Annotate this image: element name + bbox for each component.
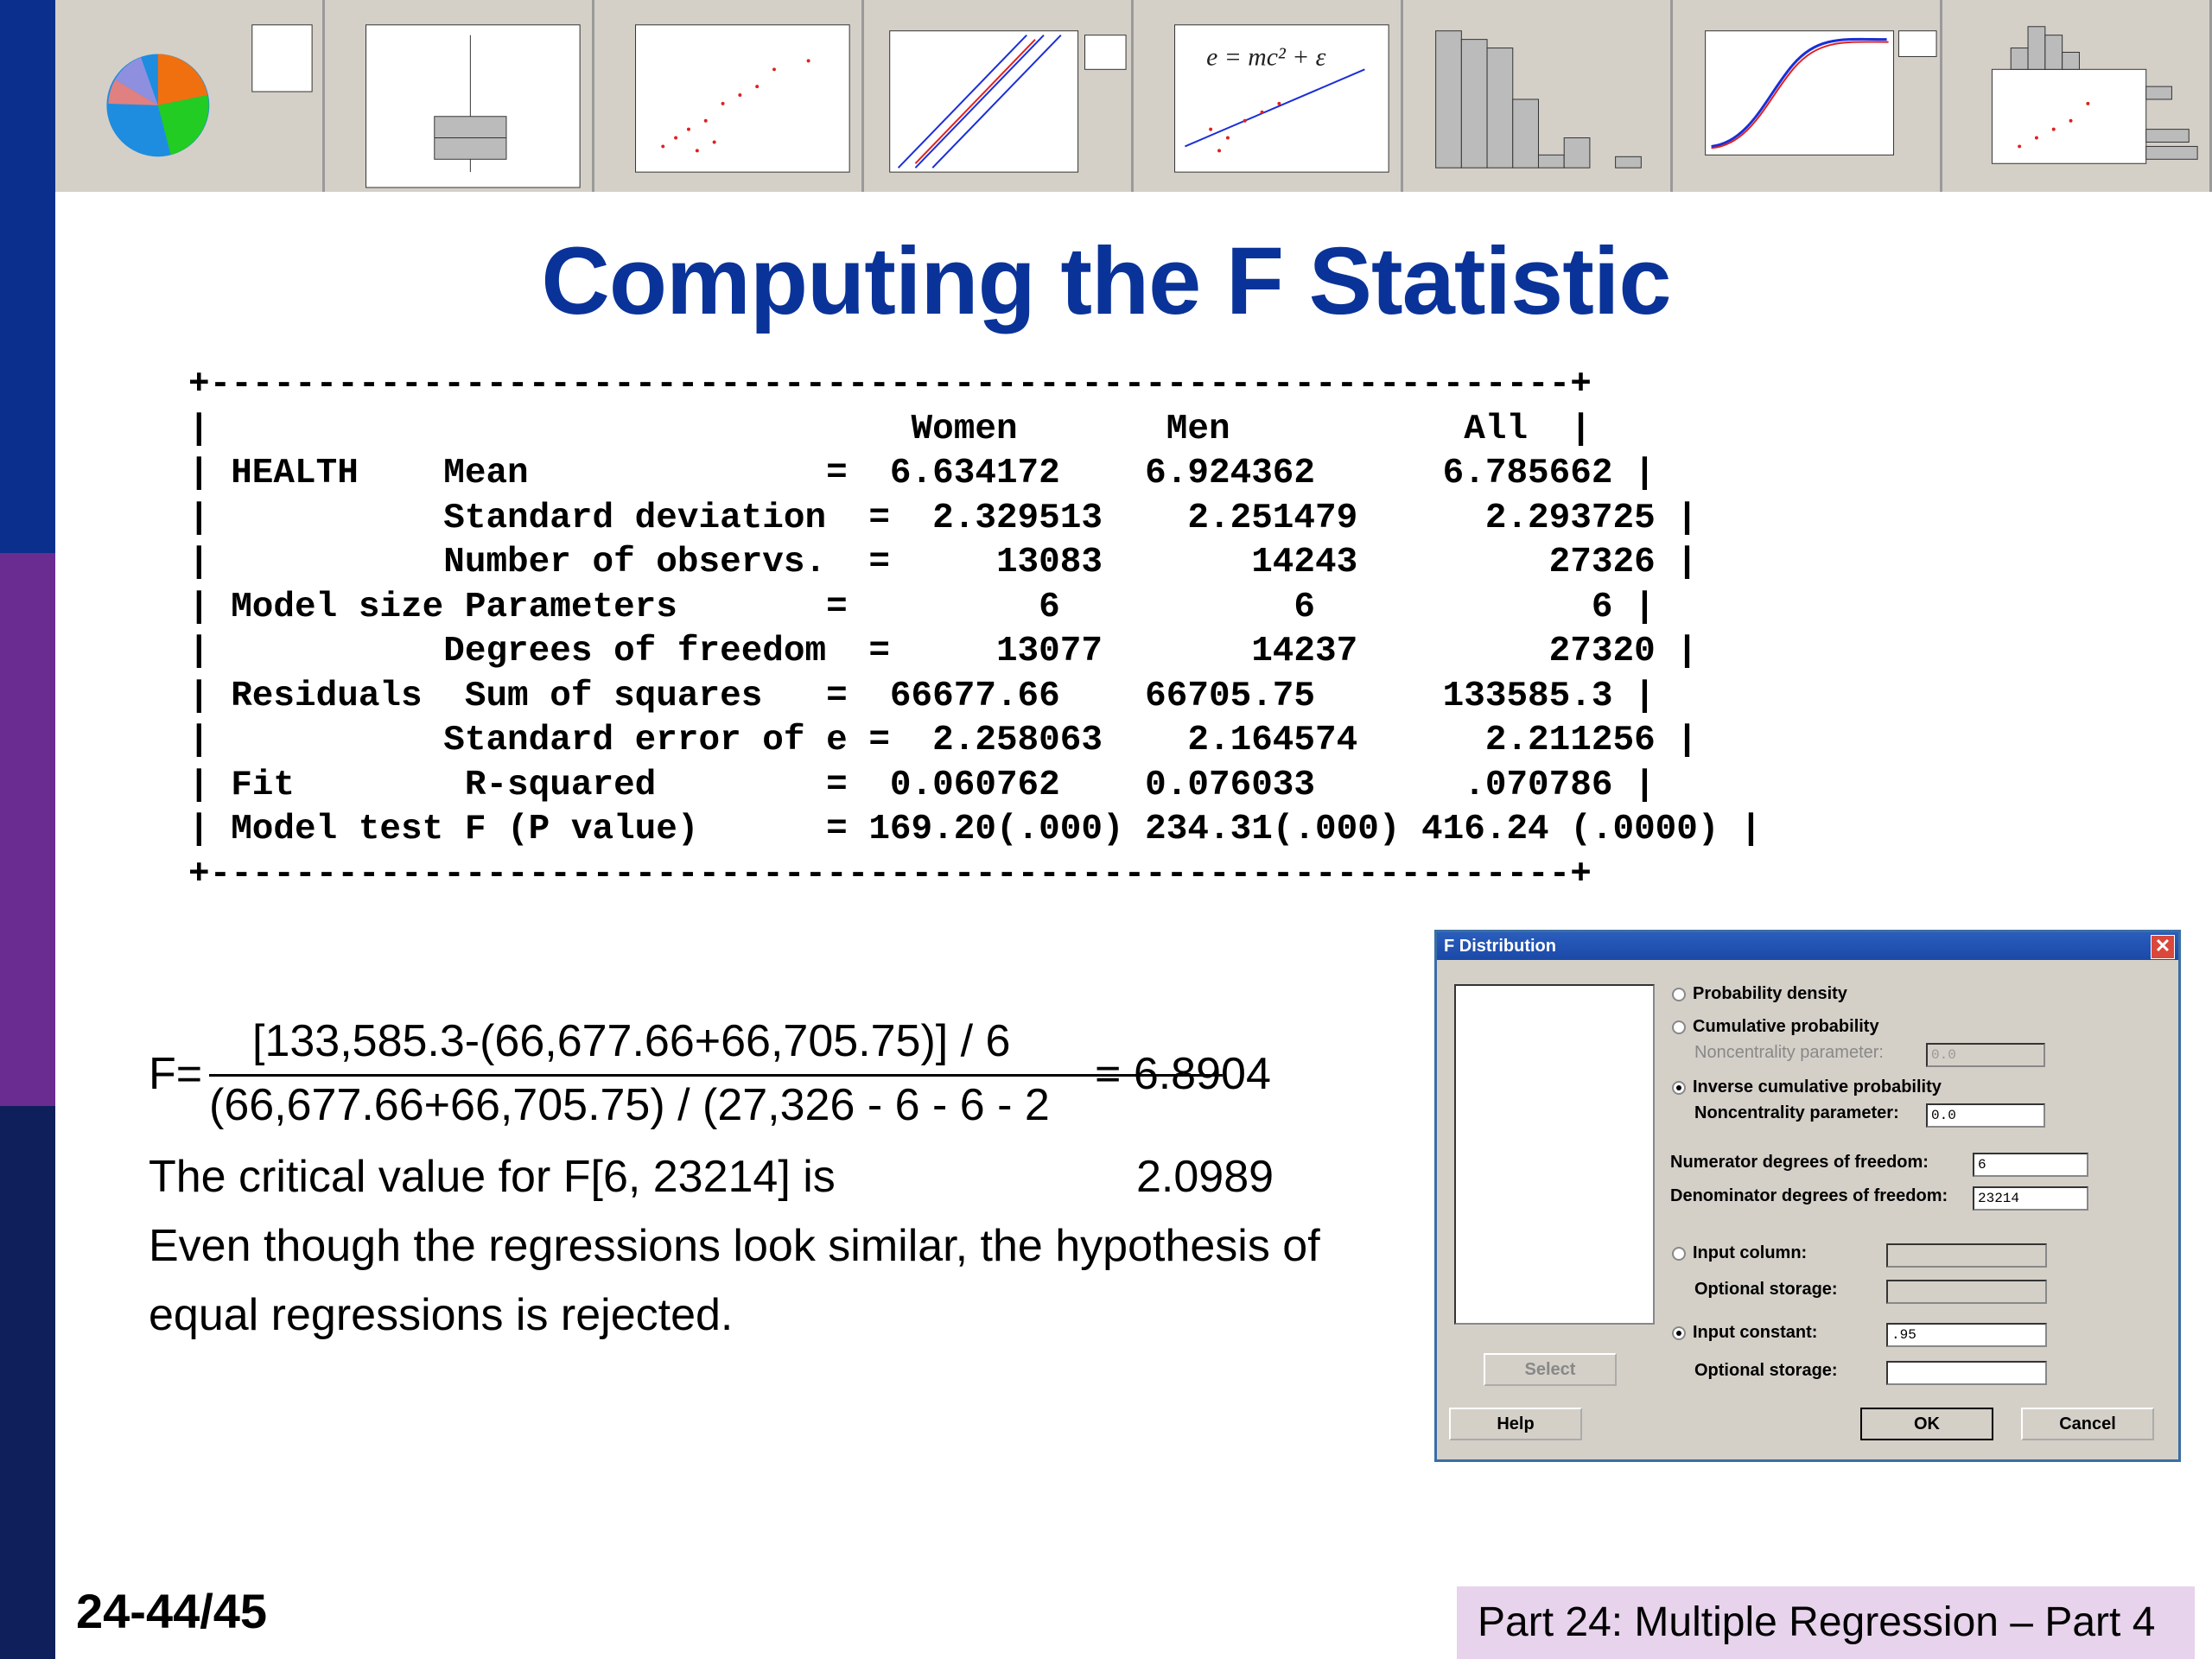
variables-listbox[interactable] bbox=[1454, 984, 1655, 1325]
numerator-df-field[interactable]: 6 bbox=[1973, 1153, 2088, 1177]
critical-value: 2.0989 bbox=[1136, 1152, 1274, 1202]
noncentrality-label: Noncentrality parameter: bbox=[1694, 1103, 1899, 1122]
optional-storage-field-1 bbox=[1886, 1280, 2047, 1304]
table-row: | Women Men All | bbox=[188, 409, 1592, 449]
histogram-thumbnail bbox=[1403, 0, 1673, 192]
marginal-plot-thumbnail bbox=[1942, 0, 2212, 192]
table-row: | Model size Parameters = 6 6 6 | bbox=[188, 587, 1656, 627]
table-row: | Model test F (P value) = 169.20(.000) 234.31(.000) 416.24 (.0000) | bbox=[188, 810, 1762, 849]
table-row: | Residuals Sum of squares = 66677.66 66705.75 133585.3 | bbox=[188, 676, 1656, 716]
close-icon[interactable]: ✕ bbox=[2151, 935, 2175, 959]
input-column-field bbox=[1886, 1243, 2047, 1268]
svg-text:e = mc² + ε: e = mc² + ε bbox=[1206, 43, 1326, 72]
boxplot-thumbnail bbox=[325, 0, 594, 192]
probability-plot-thumbnail bbox=[864, 0, 1134, 192]
dialog-title: F Distribution bbox=[1444, 937, 1556, 956]
select-button[interactable]: Select bbox=[1484, 1353, 1617, 1386]
left-accent-bar-navy bbox=[0, 1106, 55, 1659]
pie-chart-thumbnail bbox=[55, 0, 325, 192]
radio-icon[interactable] bbox=[1672, 1247, 1686, 1261]
table-row: | Standard error of e = 2.258063 2.164574 2.211256 | bbox=[188, 721, 1698, 760]
radio-selected-icon[interactable] bbox=[1672, 1081, 1686, 1095]
input-constant-option[interactable]: Input constant: bbox=[1672, 1323, 1817, 1343]
noncentrality-field[interactable]: 0.0 bbox=[1926, 1103, 2045, 1128]
conclusion-line-2: equal regressions is rejected. bbox=[149, 1290, 734, 1340]
input-constant-field[interactable]: .95 bbox=[1886, 1323, 2047, 1347]
numerator-df-label: Numerator degrees of freedom: bbox=[1670, 1153, 1929, 1172]
probability-density-option[interactable]: Probability density bbox=[1672, 984, 1847, 1004]
fraction-bar bbox=[209, 1074, 1223, 1077]
slide-title: Computing the F Statistic bbox=[541, 228, 1671, 334]
table-row: | Standard deviation = 2.329513 2.251479 2.293725 | bbox=[188, 498, 1698, 538]
page-number: 24-44/45 bbox=[76, 1584, 268, 1638]
noncentrality-field-disabled: 0.0 bbox=[1926, 1043, 2045, 1067]
dialog-title-bar bbox=[1437, 932, 2178, 960]
ok-button[interactable]: OK bbox=[1860, 1408, 1993, 1440]
left-accent-bar-purple bbox=[0, 553, 55, 1106]
optional-storage-label-1: Optional storage: bbox=[1694, 1280, 1838, 1299]
table-row: +----------------------------------------------------------------+ bbox=[188, 854, 1592, 894]
formula-lhs: F= bbox=[149, 1049, 203, 1099]
slide-footer: Part 24: Multiple Regression – Part 4 bbox=[1457, 1586, 2195, 1659]
denominator-df-field[interactable]: 23214 bbox=[1973, 1186, 2088, 1211]
noncentrality-label-disabled: Noncentrality parameter: bbox=[1694, 1043, 1884, 1062]
table-row: +----------------------------------------------------------------+ bbox=[188, 365, 1592, 404]
help-button[interactable]: Help bbox=[1449, 1408, 1582, 1440]
cancel-button[interactable]: Cancel bbox=[2021, 1408, 2154, 1440]
table-row: | HEALTH Mean = 6.634172 6.924362 6.785662 | bbox=[188, 454, 1656, 493]
radio-icon[interactable] bbox=[1672, 1020, 1686, 1034]
regression-results-table bbox=[188, 363, 1762, 897]
empirical-cdf-thumbnail bbox=[1673, 0, 1942, 192]
radio-icon[interactable] bbox=[1672, 988, 1686, 1001]
f-distribution-dialog bbox=[1434, 930, 2181, 1462]
cumulative-probability-option[interactable]: Cumulative probability bbox=[1672, 1017, 1879, 1037]
formula-denominator: (66,677.66+66,705.75) / (27,326 - 6 - 6 - 2 bbox=[209, 1080, 1050, 1130]
regression-equation-thumbnail bbox=[1134, 0, 1403, 192]
radio-selected-icon[interactable] bbox=[1672, 1326, 1686, 1340]
formula-result: = 6.8904 bbox=[1095, 1049, 1271, 1099]
scatterplot-thumbnail bbox=[594, 0, 864, 192]
inverse-cumulative-option[interactable]: Inverse cumulative probability bbox=[1672, 1077, 1942, 1097]
chart-thumbnail-strip bbox=[55, 0, 2212, 192]
table-row: | Number of observs. = 13083 14243 27326 | bbox=[188, 543, 1698, 582]
optional-storage-field-2[interactable] bbox=[1886, 1361, 2047, 1385]
critical-value-label: The critical value for F[6, 23214] is bbox=[149, 1152, 836, 1202]
optional-storage-label-2: Optional storage: bbox=[1694, 1361, 1838, 1380]
conclusion-line-1: Even though the regressions look similar, the hypothesis of bbox=[149, 1221, 1320, 1271]
formula-numerator: [133,585.3-(66,677.66+66,705.75)] / 6 bbox=[252, 1016, 1011, 1066]
table-row: | Fit R-squared = 0.060762 0.076033 .070786 | bbox=[188, 765, 1656, 805]
table-row: | Degrees of freedom = 13077 14237 27320 | bbox=[188, 632, 1698, 671]
input-column-option[interactable]: Input column: bbox=[1672, 1243, 1807, 1263]
denominator-df-label: Denominator degrees of freedom: bbox=[1670, 1186, 1948, 1205]
